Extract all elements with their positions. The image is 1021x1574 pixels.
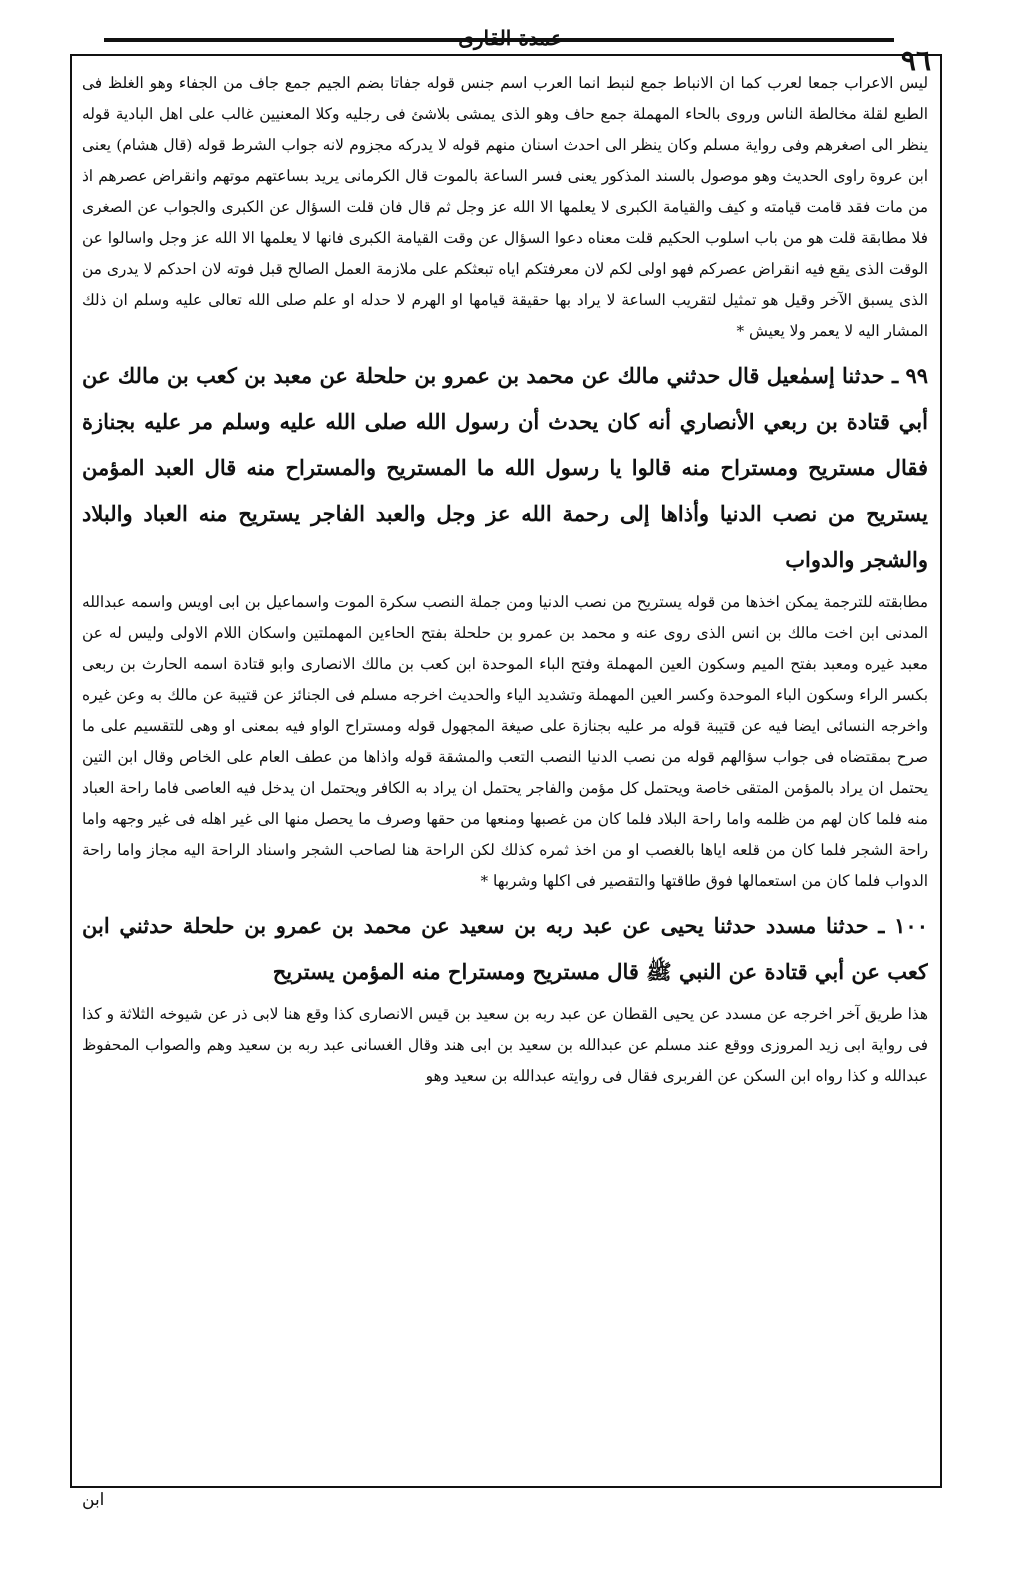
page-number: ٩٦ [900, 44, 931, 77]
page-content [82, 68, 928, 1473]
commentary-paragraph-intro: ليس الاعراب جمعا لعرب كما ان الانباط جمع لنبط انما العرب اسم جنس قوله جفاتا بضم الجيم جمع جاف من الجفاء وهو الغلظ فى الطبع لقلة مخالطة الناس وروى بالحاء المهملة جمع حاف وهو الذى يمشى بلاشئ فى رجليه وكلا المعنيين غالب على اهل البادية قوله ينظر الى اصغرهم وفى رواية مسلم وكان ينظر الى احدث اسنان منهم قوله لا يدركه مجزوم لانه جواب الشرط قوله (قال هشام) يعنى ابن عروة راوى الحديث وهو موصول بالسند المذكور يعنى فسر الساعة بالموت قال الكرمانى يريد بساعتهم موتهم وانقراض عصرهم اذ من مات فقد قامت قيامته و كيف والقيامة الكبرى لا يعلمها الا الله عز وجل ثم قال فان قلت السؤال عن الكبرى والجواب عن الصغرى فلا مطابقة قلت هو من باب اسلوب الحكيم قلت معناه دعوا السؤال عن وقت القيامة الكبرى فانها لا يعلمها الا الله عز وجل واسالوا عن الوقت الذى يقع فيه انقراض عصركم فهو اولى لكم لان معرفتكم اياه تبعثكم على ملازمة العمل الصالح قبل فوته لان احدكم لا يدرى من الذى يسبق الآخر وقيل هو تمثيل لتقريب الساعة لا يراد بها حقيقة قيامها او الهرم لا حدله او علم صلى الله تعالى عليه وسلم ان ذلك المشار اليه لا يعمر ولا يعيش * [82, 74, 928, 340]
catchword: ابن [82, 1490, 105, 1510]
hadith-100-text: ١٠٠ ـ حدثنا مسدد حدثنا يحيى عن عبد ربه بن سعيد عن محمد بن عمرو بن حلحلة حدثني ابن كعب عن أبي قتادة عن النبي ﷺ قال مستريح ومستراح منه المؤمن يستريح [82, 913, 928, 984]
hadith-99-text: ٩٩ ـ حدثنا إسمٰعيل قال حدثني مالك عن محمد بن عمرو بن حلحلة عن معبد بن كعب بن مالك عن أبي قتادة بن ربعي الأنصاري أنه كان يحدث أن رسول الله صلى الله عليه وسلم مر عليه بجنازة فقال مستريح ومستراح منه قالوا يا رسول الله ما المستريح والمستراح منه قال العبد المؤمن يستريح من نصب الدنيا وأذاها إلى رحمة الله عز وجل والعبد الفاجر يستريح منه العباد والبلاد والشجر والدواب [82, 363, 928, 572]
commentary-hadith-99: مطابقته للترجمة يمكن اخذها من قوله يستريح من نصب الدنيا ومن جملة النصب سكرة الموت واسماعيل بن ابى اويس واسمه عبدالله المدنى ابن اخت مالك بن انس الذى روى عنه و محمد بن عمرو بن حلحلة بفتح الحاءين المهملتين واسكان اللام الاولى وليس له عن معبد غيره ومعبد بفتح الميم وسكون العين المهملة وفتح الباء الموحدة ابن كعب بن مالك الانصارى وابو قتادة اسمه الحارث بن ربعى بكسر الراء وسكون الباء الموحدة وكسر العين المهملة وتشديد الياء والحديث اخرجه مسلم فى الجنائز عن قتيبة عن مالك به وعن غيره واخرجه النسائى ايضا فيه عن قتيبة قوله مر عليه بجنازة على صيغة المجهول قوله ومستراح الواو فيه بمعنى او وهى للتقسيم على ما صرح بمقتضاه فى جواب سؤالهم قوله من نصب الدنيا النصب التعب والمشقة قوله واذاها من عطف العام على الخاص وقال ابن التين يحتمل ان يراد بالمؤمن المتقى خاصة ويحتمل كل مؤمن والفاجر يحتمل ان يراد به الكافر ويحتمل ان يدخل فيه العاصى فاما راحة العباد منه فلما كان لهم من ظلمه واما راحة البلاد فلما كان من غصبها ومنعها من حقها وصرف ما يحصل منها الى غير اهله فى غير وجهه واما راحة الشجر فلما كان من قلعه اياها بالغصب او من اخذ ثمره كذلك لكن الراحة هنا لصاحب الشجر واسناد الراحة اليه مجاز واما راحة الدواب فلما كان من استعمالها فوق طاقتها والتقصير فى اكلها وشربها * [82, 593, 928, 890]
running-header-title: عمدة القارى [458, 26, 563, 50]
commentary-hadith-100: هذا طريق آخر اخرجه عن مسدد عن يحيى القطان عن عبد ربه بن سعيد بن قيس الانصارى كذا وقع هنا لابى ذر عن شيوخه الثلاثة و كذا فى رواية ابى زيد المروزى ووقع عند مسلم عن عبدالله بن سعيد بن ابى هند وقال الغسانى عبد ربه بن سعيد وهم والصواب المحفوظ عبدالله و كذا رواه ابن السكن عن الفربرى فقال فى روايته عبدالله بن سعيد وهو [82, 1005, 928, 1085]
